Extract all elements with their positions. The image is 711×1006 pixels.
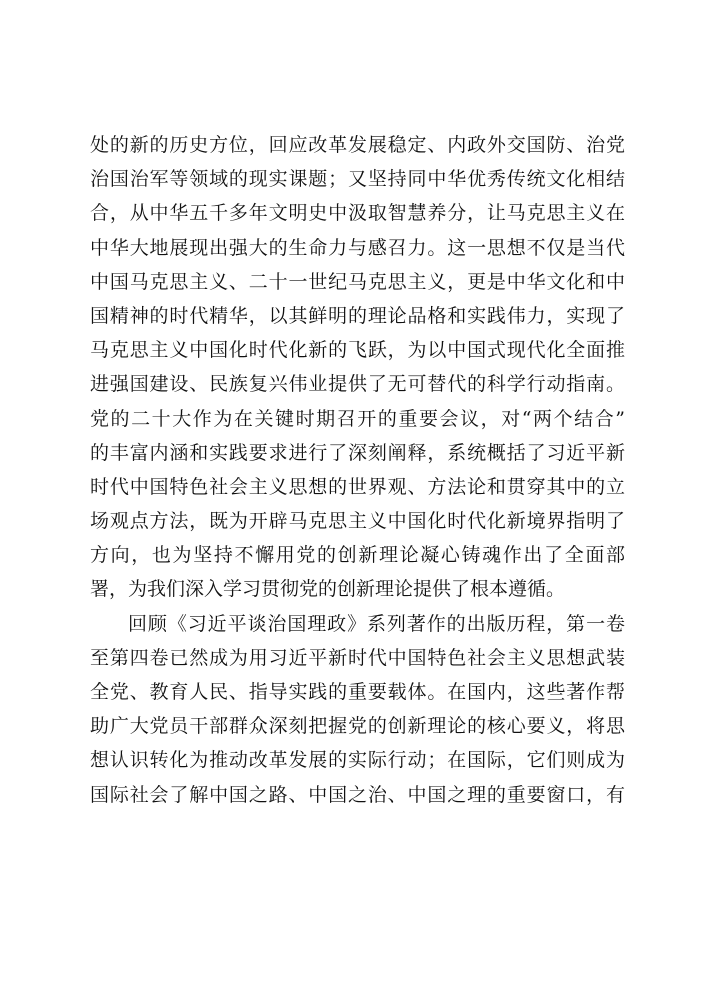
text-line: 马克思主义中国化时代化新的飞跃，为以中国式现代化全面推 (90, 339, 625, 362)
text-line: 党的二十大作为在关键时期召开的重要会议，对“两个结合” (90, 407, 625, 430)
text-line: 治国治军等领域的现实课题；又坚持同中华优秀传统文化相结 (90, 168, 625, 191)
text-line: 回顾《习近平谈治国理政》系列著作的出版历程，第一卷 (128, 612, 625, 635)
text-line: 中华大地展现出强大的生命力与感召力。这一思想不仅是当代 (90, 236, 625, 259)
text-line: 署，为我们深入学习贯彻党的创新理论提供了根本遵循。 (90, 578, 566, 601)
body-text (90, 128, 625, 812)
text-line: 全党、教育人民、指导实践的重要载体。在国内，这些著作帮 (90, 681, 625, 703)
text-line: 至第四卷已然成为用习近平新时代中国特色社会主义思想武装 (90, 646, 625, 669)
paragraph (90, 128, 625, 607)
text-line: 国精神的时代精华，以其鲜明的理论品格和实践伟力，实现了 (90, 304, 625, 327)
text-line: 进强国建设、民族复兴伟业提供了无可替代的科学行动指南。 (90, 373, 625, 396)
text-line: 的丰富内涵和实践要求进行了深刻阐释，系统概括了习近平新 (90, 441, 625, 464)
text-line: 场观点方法，既为开辟马克思主义中国化时代化新境界指明了 (90, 510, 625, 533)
text-line: 助广大党员干部群众深刻把握党的创新理论的核心要义，将思 (90, 715, 625, 738)
text-line: 中国马克思主义、二十一世纪马克思主义，更是中华文化和中 (90, 270, 625, 293)
text-line: 方向，也为坚持不懈用党的创新理论凝心铸魂作出了全面部 (90, 544, 625, 567)
text-line: 时代中国特色社会主义思想的世界观、方法论和贯穿其中的立 (90, 475, 625, 498)
text-line: 国际社会了解中国之路、中国之治、中国之理的重要窗口，有 (90, 783, 625, 806)
text-line: 处的新的历史方位，回应改革发展稳定、内政外交国防、治党 (90, 134, 625, 156)
text-line: 合，从中华五千多年文明史中汲取智慧养分，让马克思主义在 (90, 202, 625, 225)
paragraph (90, 607, 625, 812)
text-line: 想认识转化为推动改革发展的实际行动；在国际，它们则成为 (90, 749, 625, 772)
